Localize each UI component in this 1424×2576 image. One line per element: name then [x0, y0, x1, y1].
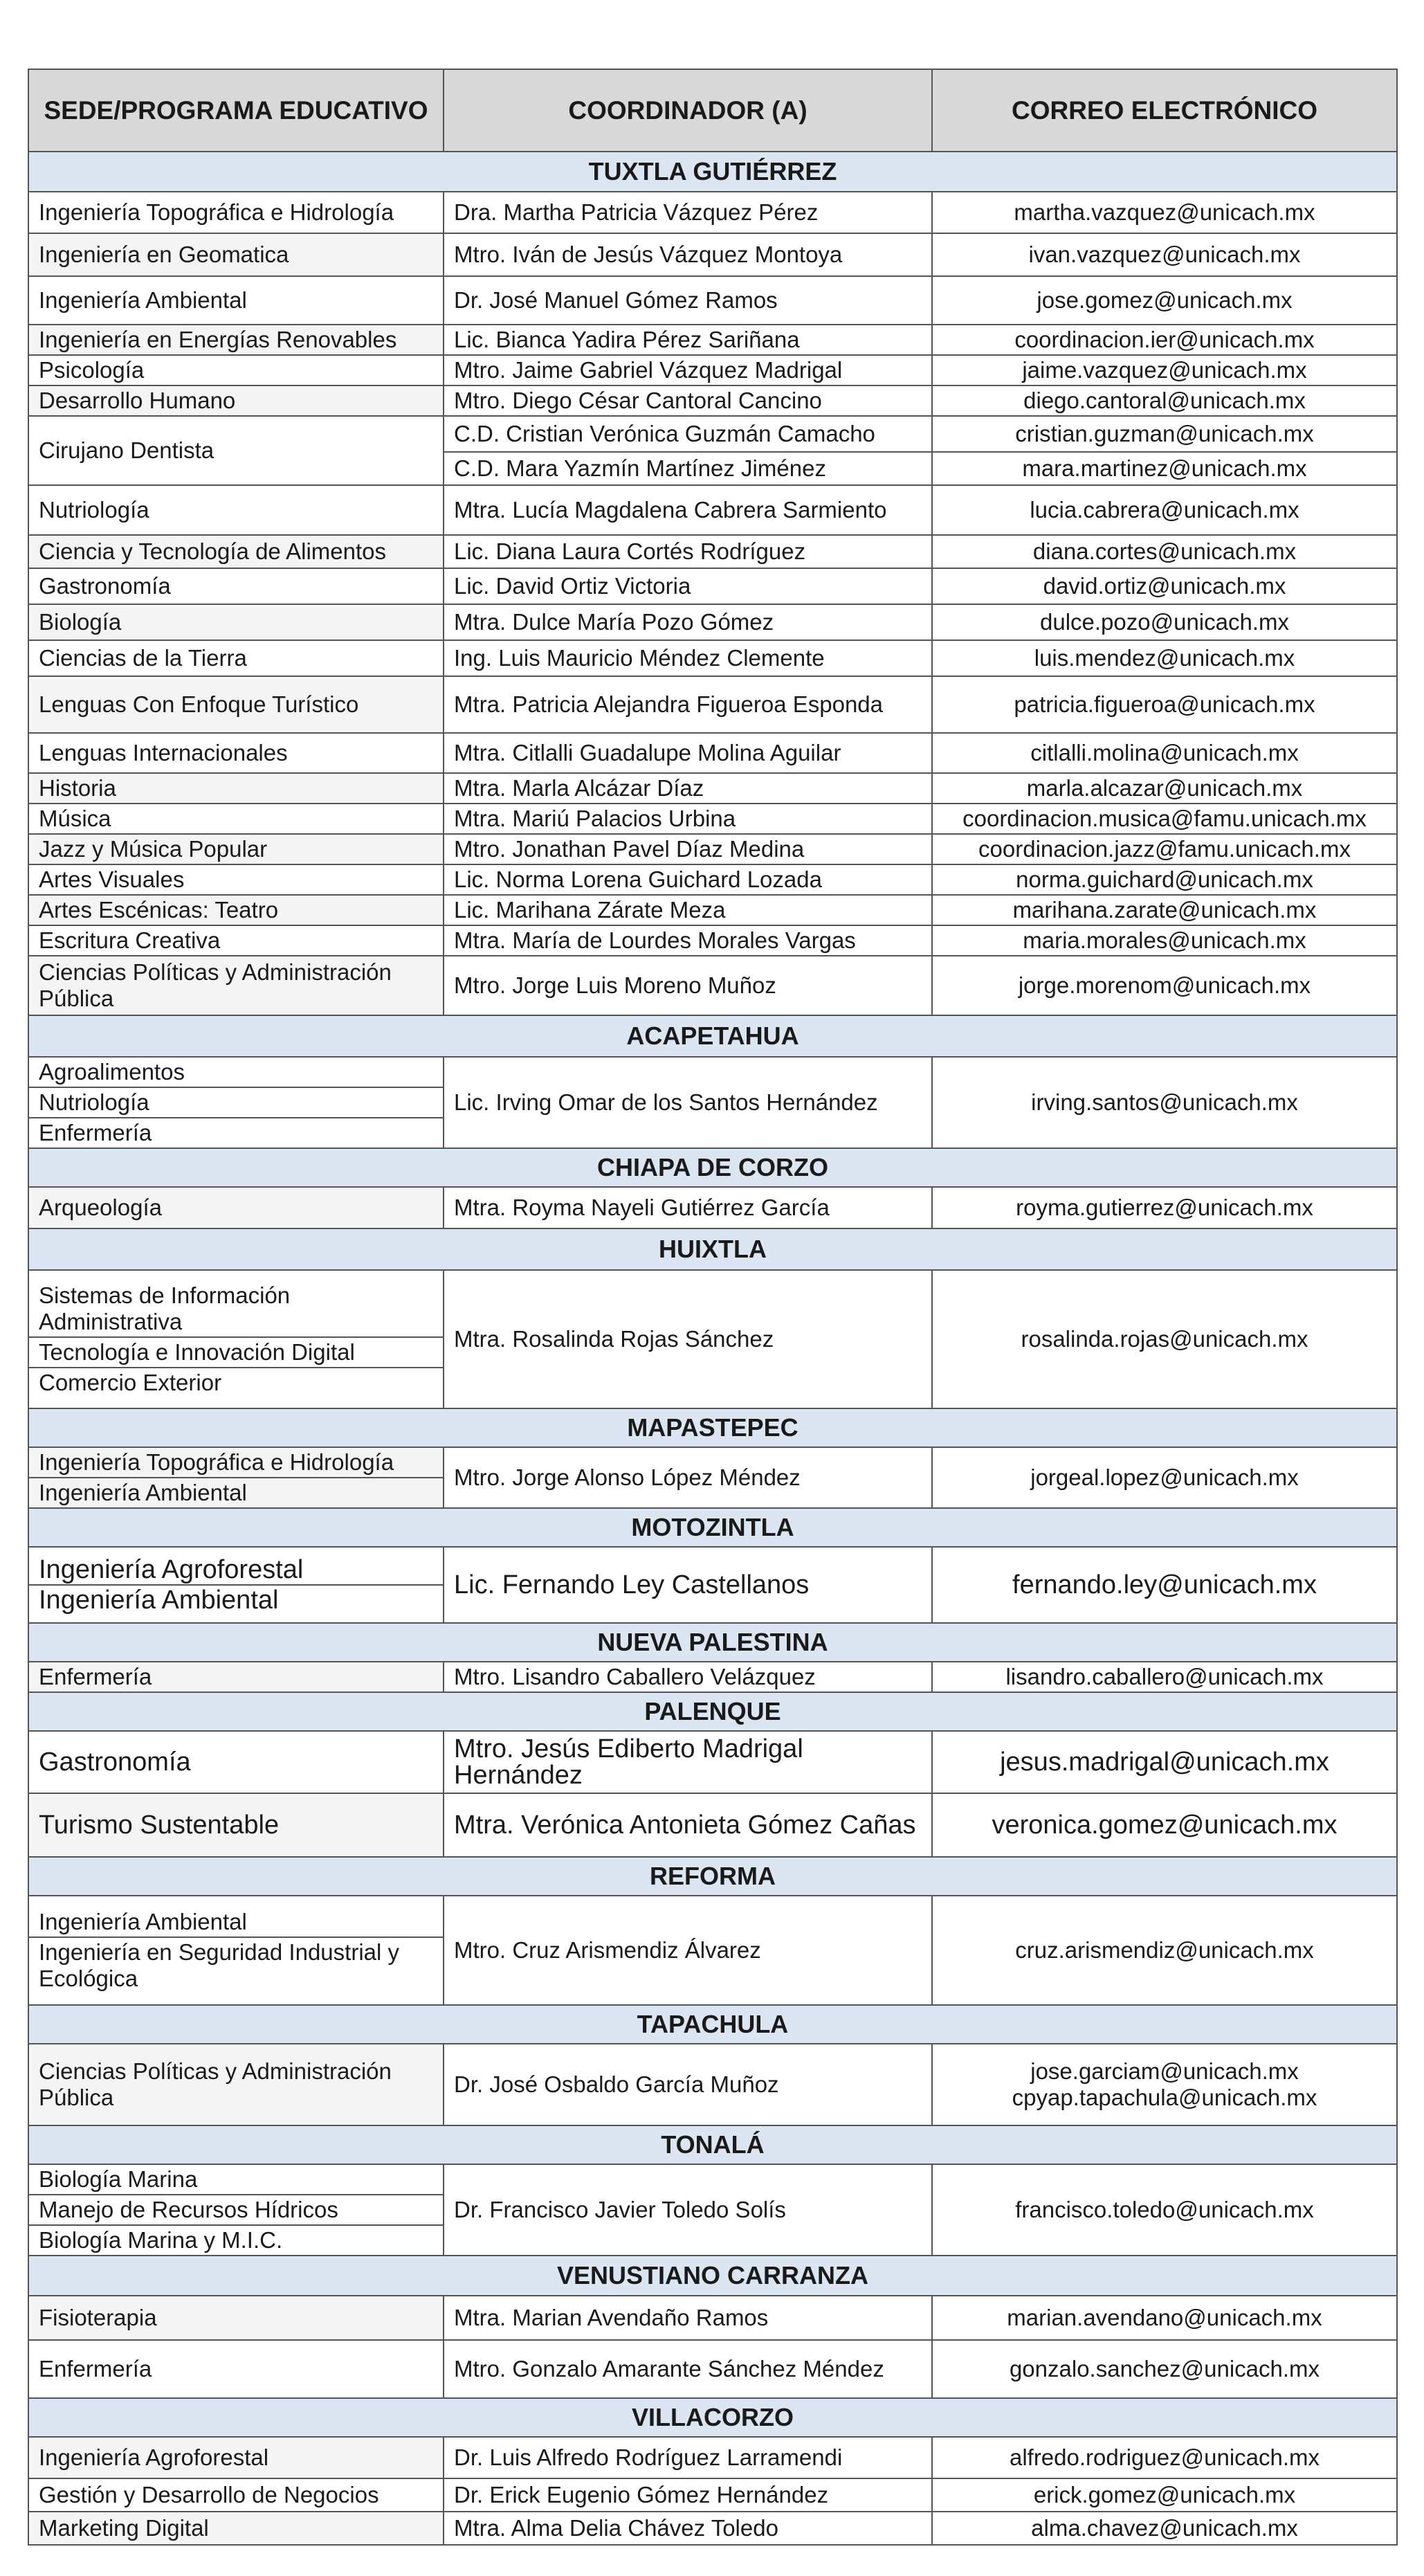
table-row	[28, 355, 1397, 386]
table-row	[28, 1547, 1397, 1623]
email-cell[interactable]	[932, 604, 1397, 640]
program-cell: Música	[28, 804, 444, 834]
table-row	[28, 604, 1397, 640]
email-link[interactable]: gonzalo.sanchez@unicach.mx	[1009, 2356, 1320, 2382]
section-heading: VENUSTIANO CARRANZA	[28, 2256, 1397, 2296]
email-link[interactable]: cruz.arismendiz@unicach.mx	[1015, 1937, 1314, 1963]
section-heading: HUIXTLA	[28, 1228, 1397, 1270]
program-cell: Ciencia y Tecnología de Alimentos	[28, 535, 444, 568]
program-cell: Arqueología	[28, 1187, 444, 1228]
coordinator-cell: Dr. Luis Alfredo Rodríguez Larramendi	[444, 2437, 932, 2478]
email-cell[interactable]	[932, 640, 1397, 676]
table-row	[28, 2478, 1397, 2512]
email-cell[interactable]	[932, 276, 1397, 325]
program-cell	[28, 1270, 444, 1408]
email-cell[interactable]	[932, 1896, 1397, 2005]
program-name: Enfermería	[39, 1120, 152, 1145]
email-cell[interactable]	[932, 1662, 1397, 1692]
program-cell: Turismo Sustentable	[28, 1793, 444, 1857]
email-link[interactable]: cpyap.tapachula@unicach.mx	[1012, 2085, 1317, 2110]
email-link[interactable]: jaime.vazquez@unicach.mx	[1022, 357, 1307, 383]
program-cell	[28, 1057, 444, 1148]
section-row	[28, 1623, 1397, 1662]
email-link[interactable]: alfredo.rodriguez@unicach.mx	[1009, 2445, 1320, 2470]
header-email: CORREO ELECTRÓNICO	[932, 69, 1397, 152]
program-name: Biología Marina y M.I.C.	[39, 2227, 283, 2253]
email-cell[interactable]	[932, 355, 1397, 386]
section-row	[28, 1015, 1397, 1057]
coordinator-cell: Mtra. Mariú Palacios Urbina	[444, 804, 932, 834]
coordinator-cell: C.D. Mara Yazmín Martínez Jiménez	[444, 452, 932, 485]
coordinator-cell: Dr. José Osbaldo García Muñoz	[444, 2044, 932, 2125]
section-row	[28, 1508, 1397, 1547]
email-cell[interactable]	[932, 2437, 1397, 2478]
coordinator-cell: Mtro. Jorge Alonso López Méndez	[444, 1447, 932, 1508]
section-heading: PALENQUE	[28, 1692, 1397, 1731]
program-cell	[28, 2164, 444, 2256]
email-link[interactable]: coordinacion.jazz@famu.unicach.mx	[978, 836, 1351, 862]
email-cell[interactable]	[932, 2512, 1397, 2545]
coordinator-cell: Mtra. Alma Delia Chávez Toledo	[444, 2512, 932, 2545]
email-link[interactable]: jorge.morenom@unicach.mx	[1018, 972, 1311, 998]
program-cell: Psicología	[28, 355, 444, 386]
email-link[interactable]: luis.mendez@unicach.mx	[1034, 645, 1295, 671]
section-row	[28, 2256, 1397, 2296]
coordinator-cell: Mtro. Jorge Luis Moreno Muñoz	[444, 956, 932, 1015]
coordinator-cell: Mtra. Royma Nayeli Gutiérrez García	[444, 1187, 932, 1228]
section-heading: TONALÁ	[28, 2125, 1397, 2164]
program-name: Agroalimentos	[29, 1058, 443, 1088]
section-row	[28, 1692, 1397, 1731]
coordinator-cell: Mtro. Gonzalo Amarante Sánchez Méndez	[444, 2340, 932, 2398]
header-row	[28, 69, 1397, 152]
email-cell[interactable]	[932, 2164, 1397, 2256]
email-cell[interactable]	[932, 325, 1397, 355]
email-link[interactable]: rosalinda.rojas@unicach.mx	[1021, 1326, 1308, 1352]
program-cell: Marketing Digital	[28, 2512, 444, 2545]
program-name: Ingeniería Ambiental	[39, 1480, 247, 1505]
coordinator-cell: Lic. Diana Laura Cortés Rodríguez	[444, 535, 932, 568]
program-cell: Artes Visuales	[28, 864, 444, 895]
coordinator-cell: Lic. Bianca Yadira Pérez Sariñana	[444, 325, 932, 355]
email-link[interactable]: jose.gomez@unicach.mx	[1037, 287, 1293, 313]
email-link[interactable]: marihana.zarate@unicach.mx	[1012, 897, 1317, 923]
program-name: Tecnología e Innovación Digital	[29, 1338, 443, 1368]
coordinator-cell: Mtra. Rosalinda Rojas Sánchez	[444, 1270, 932, 1408]
table-row	[28, 568, 1397, 604]
email-link[interactable]: patricia.figueroa@unicach.mx	[1014, 691, 1315, 717]
program-cell: Ciencias Políticas y Administración Pública	[28, 2044, 444, 2125]
coordinator-cell: Lic. David Ortiz Victoria	[444, 568, 932, 604]
table-row	[28, 535, 1397, 568]
email-link[interactable]: royma.gutierrez@unicach.mx	[1016, 1195, 1313, 1220]
table-row	[28, 2512, 1397, 2545]
email-link[interactable]: fernando.ley@unicach.mx	[1012, 1570, 1317, 1599]
coordinator-cell: Mtro. Jonathan Pavel Díaz Medina	[444, 834, 932, 864]
section-row	[28, 152, 1397, 192]
email-cell[interactable]	[932, 956, 1397, 1015]
program-cell: Gastronomía	[28, 568, 444, 604]
program-cell: Ciencias Políticas y Administración Pública	[28, 956, 444, 1015]
email-cell[interactable]	[932, 1270, 1397, 1408]
email-link[interactable]: coordinacion.ier@unicach.mx	[1014, 327, 1315, 352]
coordinators-table	[28, 69, 1398, 2546]
section-heading: NUEVA PALESTINA	[28, 1623, 1397, 1662]
program-name: Ingeniería en Seguridad Industrial y Ecológica	[39, 1939, 400, 1991]
table-row	[28, 676, 1397, 733]
coordinator-cell: Mtro. Diego César Cantoral Cancino	[444, 386, 932, 416]
program-cell	[28, 1447, 444, 1508]
coordinator-cell: Mtra. Marla Alcázar Díaz	[444, 773, 932, 804]
email-cell[interactable]	[932, 1547, 1397, 1623]
coordinator-cell: Dra. Martha Patricia Vázquez Pérez	[444, 192, 932, 233]
coordinator-cell: Mtra. Marian Avendaño Ramos	[444, 2296, 932, 2340]
table-row	[28, 1187, 1397, 1228]
email-cell[interactable]	[932, 485, 1397, 535]
table-row	[28, 2164, 1397, 2256]
section-heading: TAPACHULA	[28, 2005, 1397, 2044]
email-cell[interactable]	[932, 192, 1397, 233]
table-row	[28, 233, 1397, 276]
email-cell[interactable]	[932, 676, 1397, 733]
table-body	[28, 152, 1397, 2545]
email-cell[interactable]	[932, 535, 1397, 568]
header-coordinator: COORDINADOR (A)	[444, 69, 932, 152]
email-link[interactable]: irving.santos@unicach.mx	[1031, 1089, 1298, 1115]
email-link[interactable]: maria.morales@unicach.mx	[1023, 927, 1306, 953]
program-cell: Artes Escénicas: Teatro	[28, 895, 444, 925]
program-cell: Biología	[28, 604, 444, 640]
coordinator-cell: Lic. Marihana Zárate Meza	[444, 895, 932, 925]
table-row	[28, 925, 1397, 956]
coordinator-cell: Mtra. Patricia Alejandra Figueroa Esponda	[444, 676, 932, 733]
email-link[interactable]: lisandro.caballero@unicach.mx	[1005, 1664, 1324, 1689]
section-heading: MOTOZINTLA	[28, 1508, 1397, 1547]
program-cell: Ingeniería Ambiental	[28, 276, 444, 325]
coordinator-cell: Ing. Luis Mauricio Méndez Clemente	[444, 640, 932, 676]
email-link[interactable]: norma.guichard@unicach.mx	[1016, 867, 1313, 892]
table-row	[28, 804, 1397, 834]
email-link[interactable]: veronica.gomez@unicach.mx	[992, 1811, 1338, 1840]
email-cell[interactable]	[932, 1447, 1397, 1508]
section-heading: REFORMA	[28, 1857, 1397, 1896]
table-header	[28, 69, 1397, 152]
email-cell[interactable]	[932, 386, 1397, 416]
email-cell[interactable]	[932, 804, 1397, 834]
table-row	[28, 1270, 1397, 1408]
program-cell: Cirujano Dentista	[28, 416, 444, 485]
email-cell[interactable]	[932, 452, 1397, 485]
coordinator-cell: Dr. Erick Eugenio Gómez Hernández	[444, 2478, 932, 2512]
section-row	[28, 1408, 1397, 1447]
email-link[interactable]: lucia.cabrera@unicach.mx	[1030, 497, 1299, 523]
email-link[interactable]: marian.avendano@unicach.mx	[1007, 2305, 1322, 2330]
program-cell: Historia	[28, 773, 444, 804]
program-name: Ingeniería Ambiental	[29, 1907, 443, 1938]
email-link[interactable]: diego.cantoral@unicach.mx	[1023, 388, 1306, 413]
section-heading: MAPASTEPEC	[28, 1408, 1397, 1447]
email-cell[interactable]	[932, 2296, 1397, 2340]
coordinator-cell: Dr. Francisco Javier Toledo Solís	[444, 2164, 932, 2256]
coordinator-cell: C.D. Cristian Verónica Guzmán Camacho	[444, 416, 932, 452]
email-link[interactable]: cristian.guzman@unicach.mx	[1015, 421, 1314, 446]
table-row	[28, 733, 1397, 773]
section-row	[28, 2125, 1397, 2164]
email-link[interactable]: diana.cortes@unicach.mx	[1032, 538, 1297, 564]
program-name: Comercio Exterior	[39, 1370, 222, 1395]
program-name: Ingeniería Topográfica e Hidrología	[29, 1448, 443, 1478]
email-cell[interactable]	[932, 773, 1397, 804]
table-row	[28, 1896, 1397, 2005]
coordinator-cell: Mtra. Dulce María Pozo Gómez	[444, 604, 932, 640]
section-heading: VILLACORZO	[28, 2398, 1397, 2437]
table-row	[28, 834, 1397, 864]
table-row	[28, 2437, 1397, 2478]
program-cell: Fisioterapia	[28, 2296, 444, 2340]
email-link[interactable]: erick.gomez@unicach.mx	[1033, 2482, 1296, 2507]
program-cell	[28, 1896, 444, 2005]
table-row	[28, 1731, 1397, 1793]
section-row	[28, 1228, 1397, 1270]
program-cell: Enfermería	[28, 2340, 444, 2398]
email-cell[interactable]	[932, 1793, 1397, 1857]
email-link[interactable]: francisco.toledo@unicach.mx	[1015, 2197, 1314, 2222]
email-cell[interactable]	[932, 1187, 1397, 1228]
program-cell: Jazz y Música Popular	[28, 834, 444, 864]
email-cell[interactable]	[932, 2340, 1397, 2398]
program-cell: Ingeniería en Geomatica	[28, 233, 444, 276]
program-name: Manejo de Recursos Hídricos	[29, 2195, 443, 2226]
email-link[interactable]: jose.garciam@unicach.mx	[1030, 2058, 1299, 2084]
program-name: Sistemas de Información Administrativa	[29, 1281, 443, 1338]
coordinator-cell: Mtro. Cruz Arismendiz Álvarez	[444, 1896, 932, 2005]
program-cell: Ingeniería Agroforestal	[28, 2437, 444, 2478]
email-cell[interactable]	[932, 733, 1397, 773]
coordinator-cell: Mtro. Jaime Gabriel Vázquez Madrigal	[444, 355, 932, 386]
email-cell[interactable]	[932, 233, 1397, 276]
email-link[interactable]: marla.alcazar@unicach.mx	[1026, 775, 1303, 801]
email-cell[interactable]	[932, 834, 1397, 864]
table-row	[28, 485, 1397, 535]
email-cell[interactable]	[932, 1731, 1397, 1793]
email-cell[interactable]	[932, 1057, 1397, 1148]
email-cell[interactable]	[932, 895, 1397, 925]
program-cell	[28, 1547, 444, 1623]
program-cell: Ciencias de la Tierra	[28, 640, 444, 676]
coordinator-cell: Mtra. Lucía Magdalena Cabrera Sarmiento	[444, 485, 932, 535]
program-name: Ingeniería Ambiental	[39, 1586, 279, 1615]
program-cell: Gastronomía	[28, 1731, 444, 1793]
table-row	[28, 2340, 1397, 2398]
email-link[interactable]: jorgeal.lopez@unicach.mx	[1030, 1464, 1299, 1490]
header-program: SEDE/PROGRAMA EDUCATIVO	[28, 69, 444, 152]
table-row	[28, 640, 1397, 676]
table-row	[28, 276, 1397, 325]
coordinator-cell: Mtra. Citlalli Guadalupe Molina Aguilar	[444, 733, 932, 773]
email-link[interactable]: martha.vazquez@unicach.mx	[1014, 199, 1315, 225]
email-link[interactable]: mara.martinez@unicach.mx	[1022, 455, 1307, 481]
table-row	[28, 325, 1397, 355]
program-cell: Escritura Creativa	[28, 925, 444, 956]
coordinator-cell: Mtra. Verónica Antonieta Gómez Cañas	[444, 1793, 932, 1857]
section-heading: CHIAPA DE CORZO	[28, 1148, 1397, 1187]
table-row	[28, 386, 1397, 416]
program-cell: Lenguas Internacionales	[28, 733, 444, 773]
coordinator-cell: Mtro. Lisandro Caballero Velázquez	[444, 1662, 932, 1692]
program-cell: Desarrollo Humano	[28, 386, 444, 416]
table-row	[28, 416, 1397, 452]
table-row	[28, 1793, 1397, 1857]
email-link[interactable]: dulce.pozo@unicach.mx	[1039, 609, 1290, 635]
email-cell[interactable]	[932, 2044, 1397, 2125]
program-cell: Ingeniería en Energías Renovables	[28, 325, 444, 355]
coordinator-cell: Mtra. María de Lourdes Morales Vargas	[444, 925, 932, 956]
coordinator-cell: Lic. Norma Lorena Guichard Lozada	[444, 864, 932, 895]
table-row	[28, 1447, 1397, 1508]
table-row	[28, 773, 1397, 804]
program-name: Nutriología	[29, 1088, 443, 1118]
table-row	[28, 1662, 1397, 1692]
table-row	[28, 2296, 1397, 2340]
section-heading: ACAPETAHUA	[28, 1015, 1397, 1057]
program-name: Biología Marina	[29, 2165, 443, 2195]
table-row	[28, 956, 1397, 1015]
coordinator-cell: Lic. Irving Omar de los Santos Hernández	[444, 1057, 932, 1148]
email-cell[interactable]	[932, 864, 1397, 895]
email-link[interactable]: ivan.vazquez@unicach.mx	[1028, 242, 1301, 267]
section-row	[28, 2005, 1397, 2044]
coordinator-cell: Lic. Fernando Ley Castellanos	[444, 1547, 932, 1623]
email-cell[interactable]	[932, 2478, 1397, 2512]
table-row	[28, 1057, 1397, 1148]
email-link[interactable]: alma.chavez@unicach.mx	[1031, 2515, 1298, 2541]
section-row	[28, 1148, 1397, 1187]
email-link[interactable]: coordinacion.musica@famu.unicach.mx	[962, 806, 1367, 831]
program-name: Ingeniería Agroforestal	[29, 1555, 443, 1586]
email-cell[interactable]	[932, 568, 1397, 604]
program-cell: Lenguas Con Enfoque Turístico	[28, 676, 444, 733]
table-row	[28, 895, 1397, 925]
coordinator-cell: Dr. José Manuel Gómez Ramos	[444, 276, 932, 325]
program-cell: Gestión y Desarrollo de Negocios	[28, 2478, 444, 2512]
section-heading: TUXTLA GUTIÉRREZ	[28, 152, 1397, 192]
table-row	[28, 2044, 1397, 2125]
program-cell: Enfermería	[28, 1662, 444, 1692]
email-link[interactable]: jesus.madrigal@unicach.mx	[1000, 1748, 1329, 1777]
section-row	[28, 1857, 1397, 1896]
table-row	[28, 864, 1397, 895]
coordinator-cell: Mtro. Iván de Jesús Vázquez Montoya	[444, 233, 932, 276]
section-row	[28, 2398, 1397, 2437]
program-cell: Ingeniería Topográfica e Hidrología	[28, 192, 444, 233]
coordinator-cell: Mtro. Jesús Ediberto Madrigal Hernández	[444, 1731, 932, 1793]
email-cell[interactable]	[932, 416, 1397, 452]
email-link[interactable]: david.ortiz@unicach.mx	[1043, 573, 1286, 599]
program-cell: Nutriología	[28, 485, 444, 535]
email-cell[interactable]	[932, 925, 1397, 956]
email-link[interactable]: citlalli.molina@unicach.mx	[1030, 740, 1299, 765]
table-row	[28, 192, 1397, 233]
